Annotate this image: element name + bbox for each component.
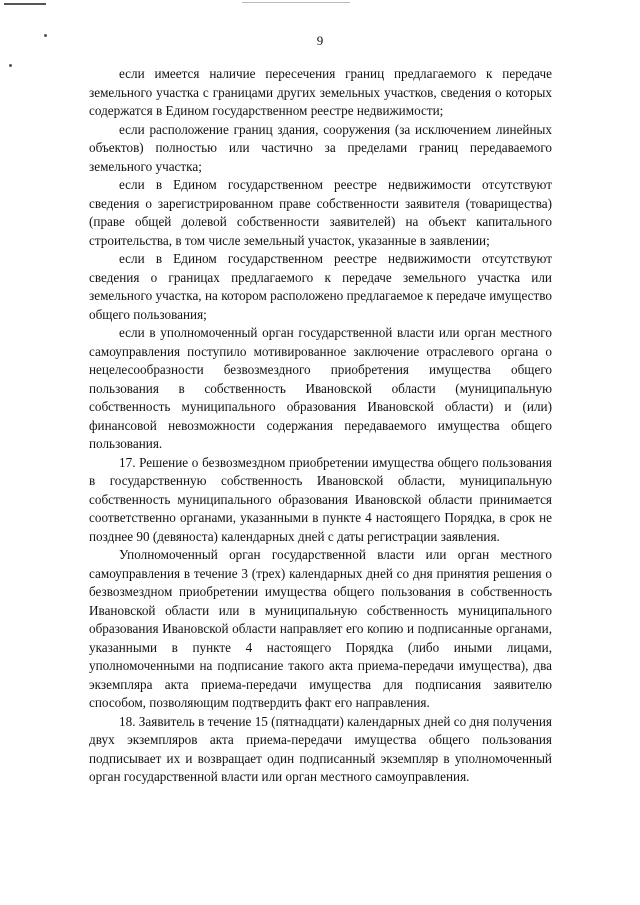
paragraph: 17. Решение о безвозмездном приобретении имущества общего пользования в государственную собственность Ивановской области, муниципальную собственность муниципального образования Ивановской области принимается соответственно органами, указанными в пункте 4 настоящего Порядка, в срок не позднее 90 (девяноста) календарных дней с даты регистрации заявления. — [89, 454, 552, 544]
paragraph: 18. Заявитель в течение 15 (пятнадцати) календарных дней со дня получения двух экземпляров акта приема-передачи имущества общего пользования подписывает их и возвращает один подписанный экземпляр в уполномоченный орган государственной власти или орган местного самоуправления. — [89, 713, 552, 784]
paragraph: если имеется наличие пересечения границ предлагаемого к передаче земельного участка с границами других земельных участков, сведения о которых содержатся в Едином государственном реестре недвижимости; — [89, 66, 552, 118]
paragraph: если в Едином государственном реестре недвижимости отсутствуют сведения о зарегистрированном праве собственности заявителя (товарищества) (праве общей долевой собственности заявителей) на объект капитального строительства, в том числе земельный участок, указанные в заявлении; — [89, 177, 552, 248]
paragraph: если в уполномоченный орган государственной власти или орган местного самоуправления поступило мотивированное заключение отраслевого органа о нецелесообразности безвозмездного приобретения имущества общего пользования в собственность Ивановской области (муниципальную собственность муниципального образования Ивановской области) и (или) финансовой невозможности содержания передаваемого имущества общего пользования. — [89, 325, 552, 451]
paragraph: если в Едином государственном реестре недвижимости отсутствуют сведения о границах предлагаемого к передаче земельного участка или земельного участка, на котором расположено предлагаемое к передаче имущество общего пользования; — [89, 251, 552, 322]
scan-artifact-top-center — [242, 2, 350, 3]
page-number: 9 — [316, 33, 324, 48]
scan-artifact-top — [4, 3, 46, 5]
scan-dot — [9, 64, 12, 67]
paragraph: Уполномоченный орган государственной власти или орган местного самоуправления в течение 3 (трех) календарных дней со дня принятия решения о безвозмездном приобретении имущества общего пользования в собственность Ивановской области или в муниципальную собственность муниципального образования Ивановской области направляет его копию и подписанные органами, указанными в пункте 4 настоящего Порядка (либо иными лицами, уполномоченными на подписание такого акта приема-передачи имущества), два экземпляра акта приема-передачи имущества для подписания заявителю способом, позволяющим подтвердить факт его направления. — [89, 547, 552, 710]
document-body — [89, 65, 552, 787]
paragraph: если расположение границ здания, сооружения (за исключением линейных объектов) полностью или частично за пределами границ передаваемого земельного участка; — [89, 121, 552, 174]
